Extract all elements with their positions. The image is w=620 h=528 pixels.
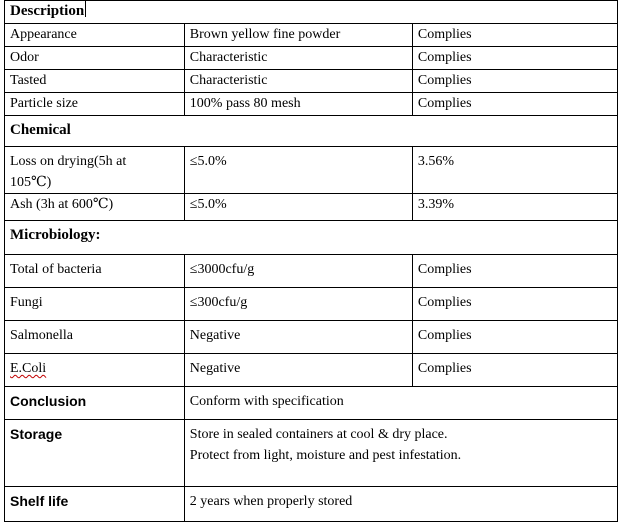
table-row bbox=[5, 93, 618, 116]
result-cell: Complies bbox=[412, 24, 617, 47]
spec-cell: ≤5.0% bbox=[184, 147, 412, 194]
text-cursor bbox=[85, 1, 86, 17]
result-cell: Complies bbox=[412, 354, 617, 387]
item-cell bbox=[5, 354, 185, 387]
item-cell: Total of bacteria bbox=[5, 255, 185, 288]
table-row bbox=[5, 47, 618, 70]
item-cell: Particle size bbox=[5, 93, 185, 116]
section-row-description bbox=[5, 1, 618, 24]
result-cell: Complies bbox=[412, 255, 617, 288]
storage-row bbox=[5, 420, 618, 487]
table-row bbox=[5, 70, 618, 93]
conclusion-value: Conform with specification bbox=[184, 387, 617, 420]
conclusion-label: Conclusion bbox=[5, 387, 185, 420]
section-title-description[interactable]: Description bbox=[5, 1, 618, 24]
item-cell: Salmonella bbox=[5, 321, 185, 354]
conclusion-row bbox=[5, 387, 618, 420]
section-title-microbiology: Microbiology: bbox=[5, 221, 618, 255]
section-row-microbiology bbox=[5, 221, 618, 255]
spec-cell: Negative bbox=[184, 321, 412, 354]
table-row bbox=[5, 354, 618, 387]
result-cell: Complies bbox=[412, 288, 617, 321]
result-cell: 3.56% bbox=[412, 147, 617, 194]
result-cell: Complies bbox=[412, 47, 617, 70]
table-row bbox=[5, 147, 618, 194]
spec-cell: ≤5.0% bbox=[184, 194, 412, 221]
storage-value: Store in sealed containers at cool & dry place. Protect from light, moisture and pest infestation. bbox=[184, 420, 617, 487]
section-title-chemical: Chemical bbox=[5, 116, 618, 147]
spec-cell: ≤3000cfu/g bbox=[184, 255, 412, 288]
spec-cell: Characteristic bbox=[184, 70, 412, 93]
shelf-life-value: 2 years when properly stored bbox=[184, 487, 617, 522]
spec-cell: 100% pass 80 mesh bbox=[184, 93, 412, 116]
spec-cell: Characteristic bbox=[184, 47, 412, 70]
spellcheck-underlined-text[interactable]: E.Coli bbox=[10, 361, 47, 376]
storage-label: Storage bbox=[5, 420, 185, 487]
result-cell: Complies bbox=[412, 93, 617, 116]
spec-cell: ≤300cfu/g bbox=[184, 288, 412, 321]
result-cell: Complies bbox=[412, 321, 617, 354]
table-row bbox=[5, 194, 618, 221]
section-row-chemical bbox=[5, 116, 618, 147]
shelf-life-label: Shelf life bbox=[5, 487, 185, 522]
item-cell: Ash (3h at 600℃) bbox=[5, 194, 185, 221]
spec-cell: Negative bbox=[184, 354, 412, 387]
table-row bbox=[5, 321, 618, 354]
spec-cell: Brown yellow fine powder bbox=[184, 24, 412, 47]
result-cell: Complies bbox=[412, 70, 617, 93]
table-row bbox=[5, 24, 618, 47]
item-cell: Loss on drying(5h at 105℃) bbox=[5, 147, 185, 194]
item-cell: Odor bbox=[5, 47, 185, 70]
shelf-life-row bbox=[5, 487, 618, 522]
item-cell: Tasted bbox=[5, 70, 185, 93]
specification-table bbox=[4, 0, 618, 522]
item-cell: Appearance bbox=[5, 24, 185, 47]
table-row bbox=[5, 255, 618, 288]
result-cell: 3.39% bbox=[412, 194, 617, 221]
table-row bbox=[5, 288, 618, 321]
item-cell: Fungi bbox=[5, 288, 185, 321]
